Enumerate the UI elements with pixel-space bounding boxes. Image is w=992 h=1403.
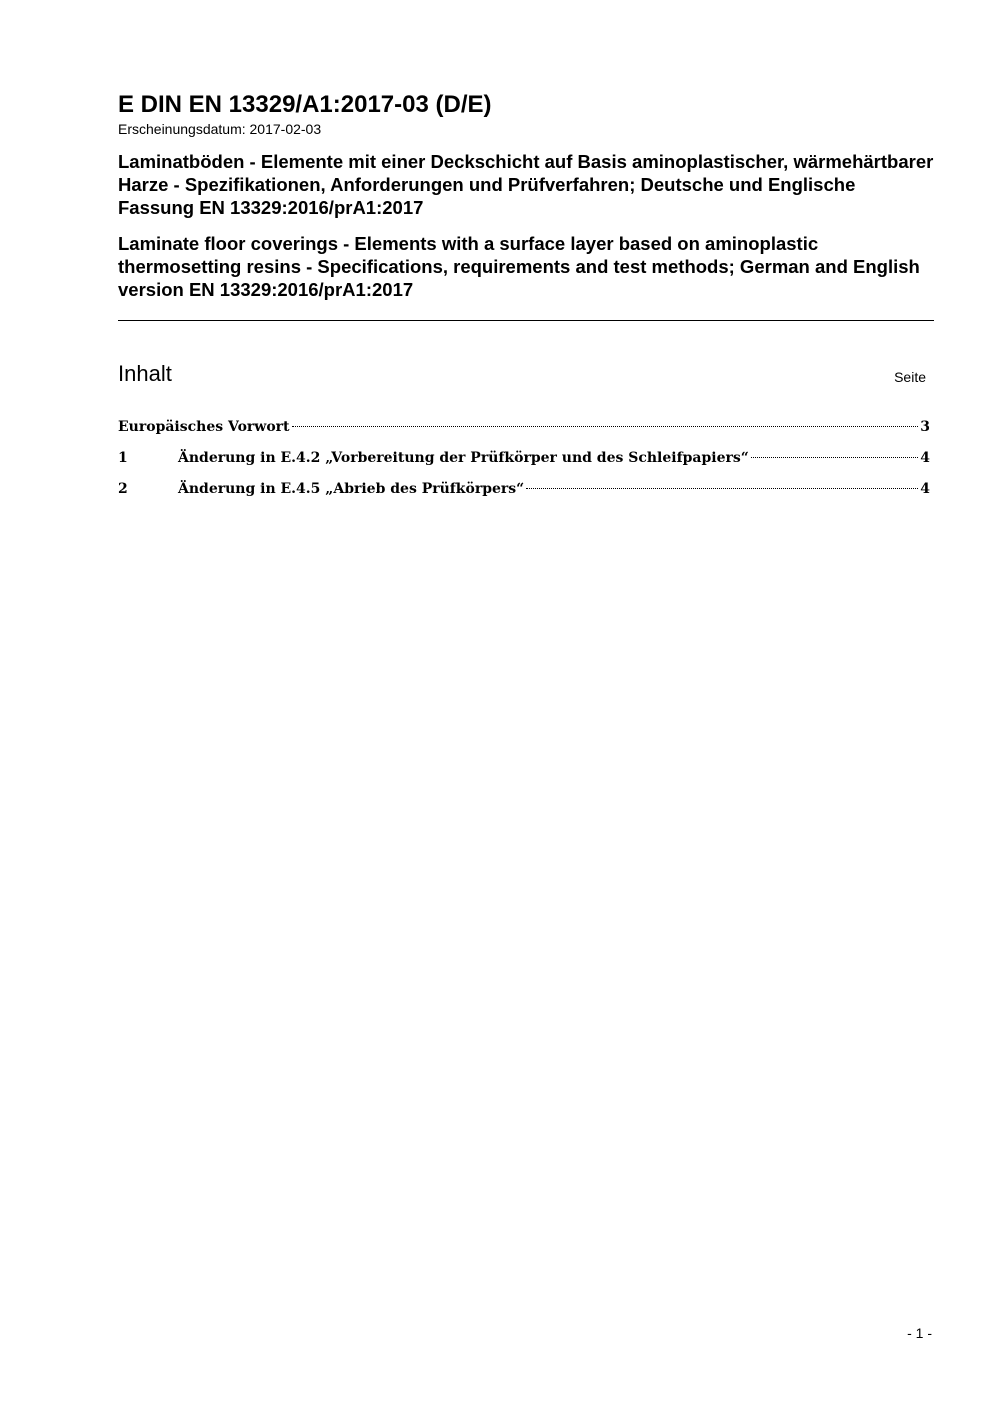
toc-entry-number: 2 — [118, 481, 128, 497]
document-id: E DIN EN 13329/A1:2017-03 (D/E) — [118, 91, 492, 118]
toc-heading — [118, 360, 926, 390]
toc-title: Inhalt — [118, 361, 172, 386]
toc-entry-label: Änderung in E.4.5 „Abrieb des Prüfkörpers“ — [178, 481, 525, 497]
toc-entry-page: 3 — [920, 419, 930, 435]
toc-entry-page: 4 — [920, 450, 930, 466]
toc-leader-dots — [292, 426, 919, 427]
toc-page-column-label: Seite — [894, 369, 926, 385]
toc-entry-label: Europäisches Vorwort — [118, 419, 290, 435]
publication-date: Erscheinungsdatum: 2017-02-03 — [118, 121, 322, 137]
toc-leader-dots — [526, 488, 918, 489]
toc-entry-foreword[interactable] — [118, 416, 930, 447]
toc-entry-number: 1 — [118, 450, 128, 466]
toc-entry-section-1[interactable] — [118, 447, 930, 478]
toc-leader-dots — [751, 457, 918, 458]
table-of-contents — [118, 416, 930, 509]
title-german: Laminatböden - Elemente mit einer Deckschicht auf Basis aminoplastischer, wärmehärtbarer Harze - Spezifikationen, Anforderungen und Prüfverfahren; Deutsche und Englische Fassung EN 13329:2016/prA1:2017 — [118, 151, 934, 218]
title-english: Laminate floor coverings - Elements with a surface layer based on aminoplastic thermosetting resins - Specifications, requirements and test methods; German and English version EN 13329:2016/prA1:2017 — [118, 233, 920, 300]
toc-entry-label: Änderung in E.4.2 „Vorbereitung der Prüfkörper und des Schleifpapiers“ — [178, 450, 749, 466]
toc-entry-page: 4 — [920, 481, 930, 497]
page-number: - 1 - — [907, 1325, 932, 1341]
header-divider — [118, 320, 934, 321]
toc-entry-section-2[interactable] — [118, 478, 930, 509]
document-header — [118, 90, 934, 301]
